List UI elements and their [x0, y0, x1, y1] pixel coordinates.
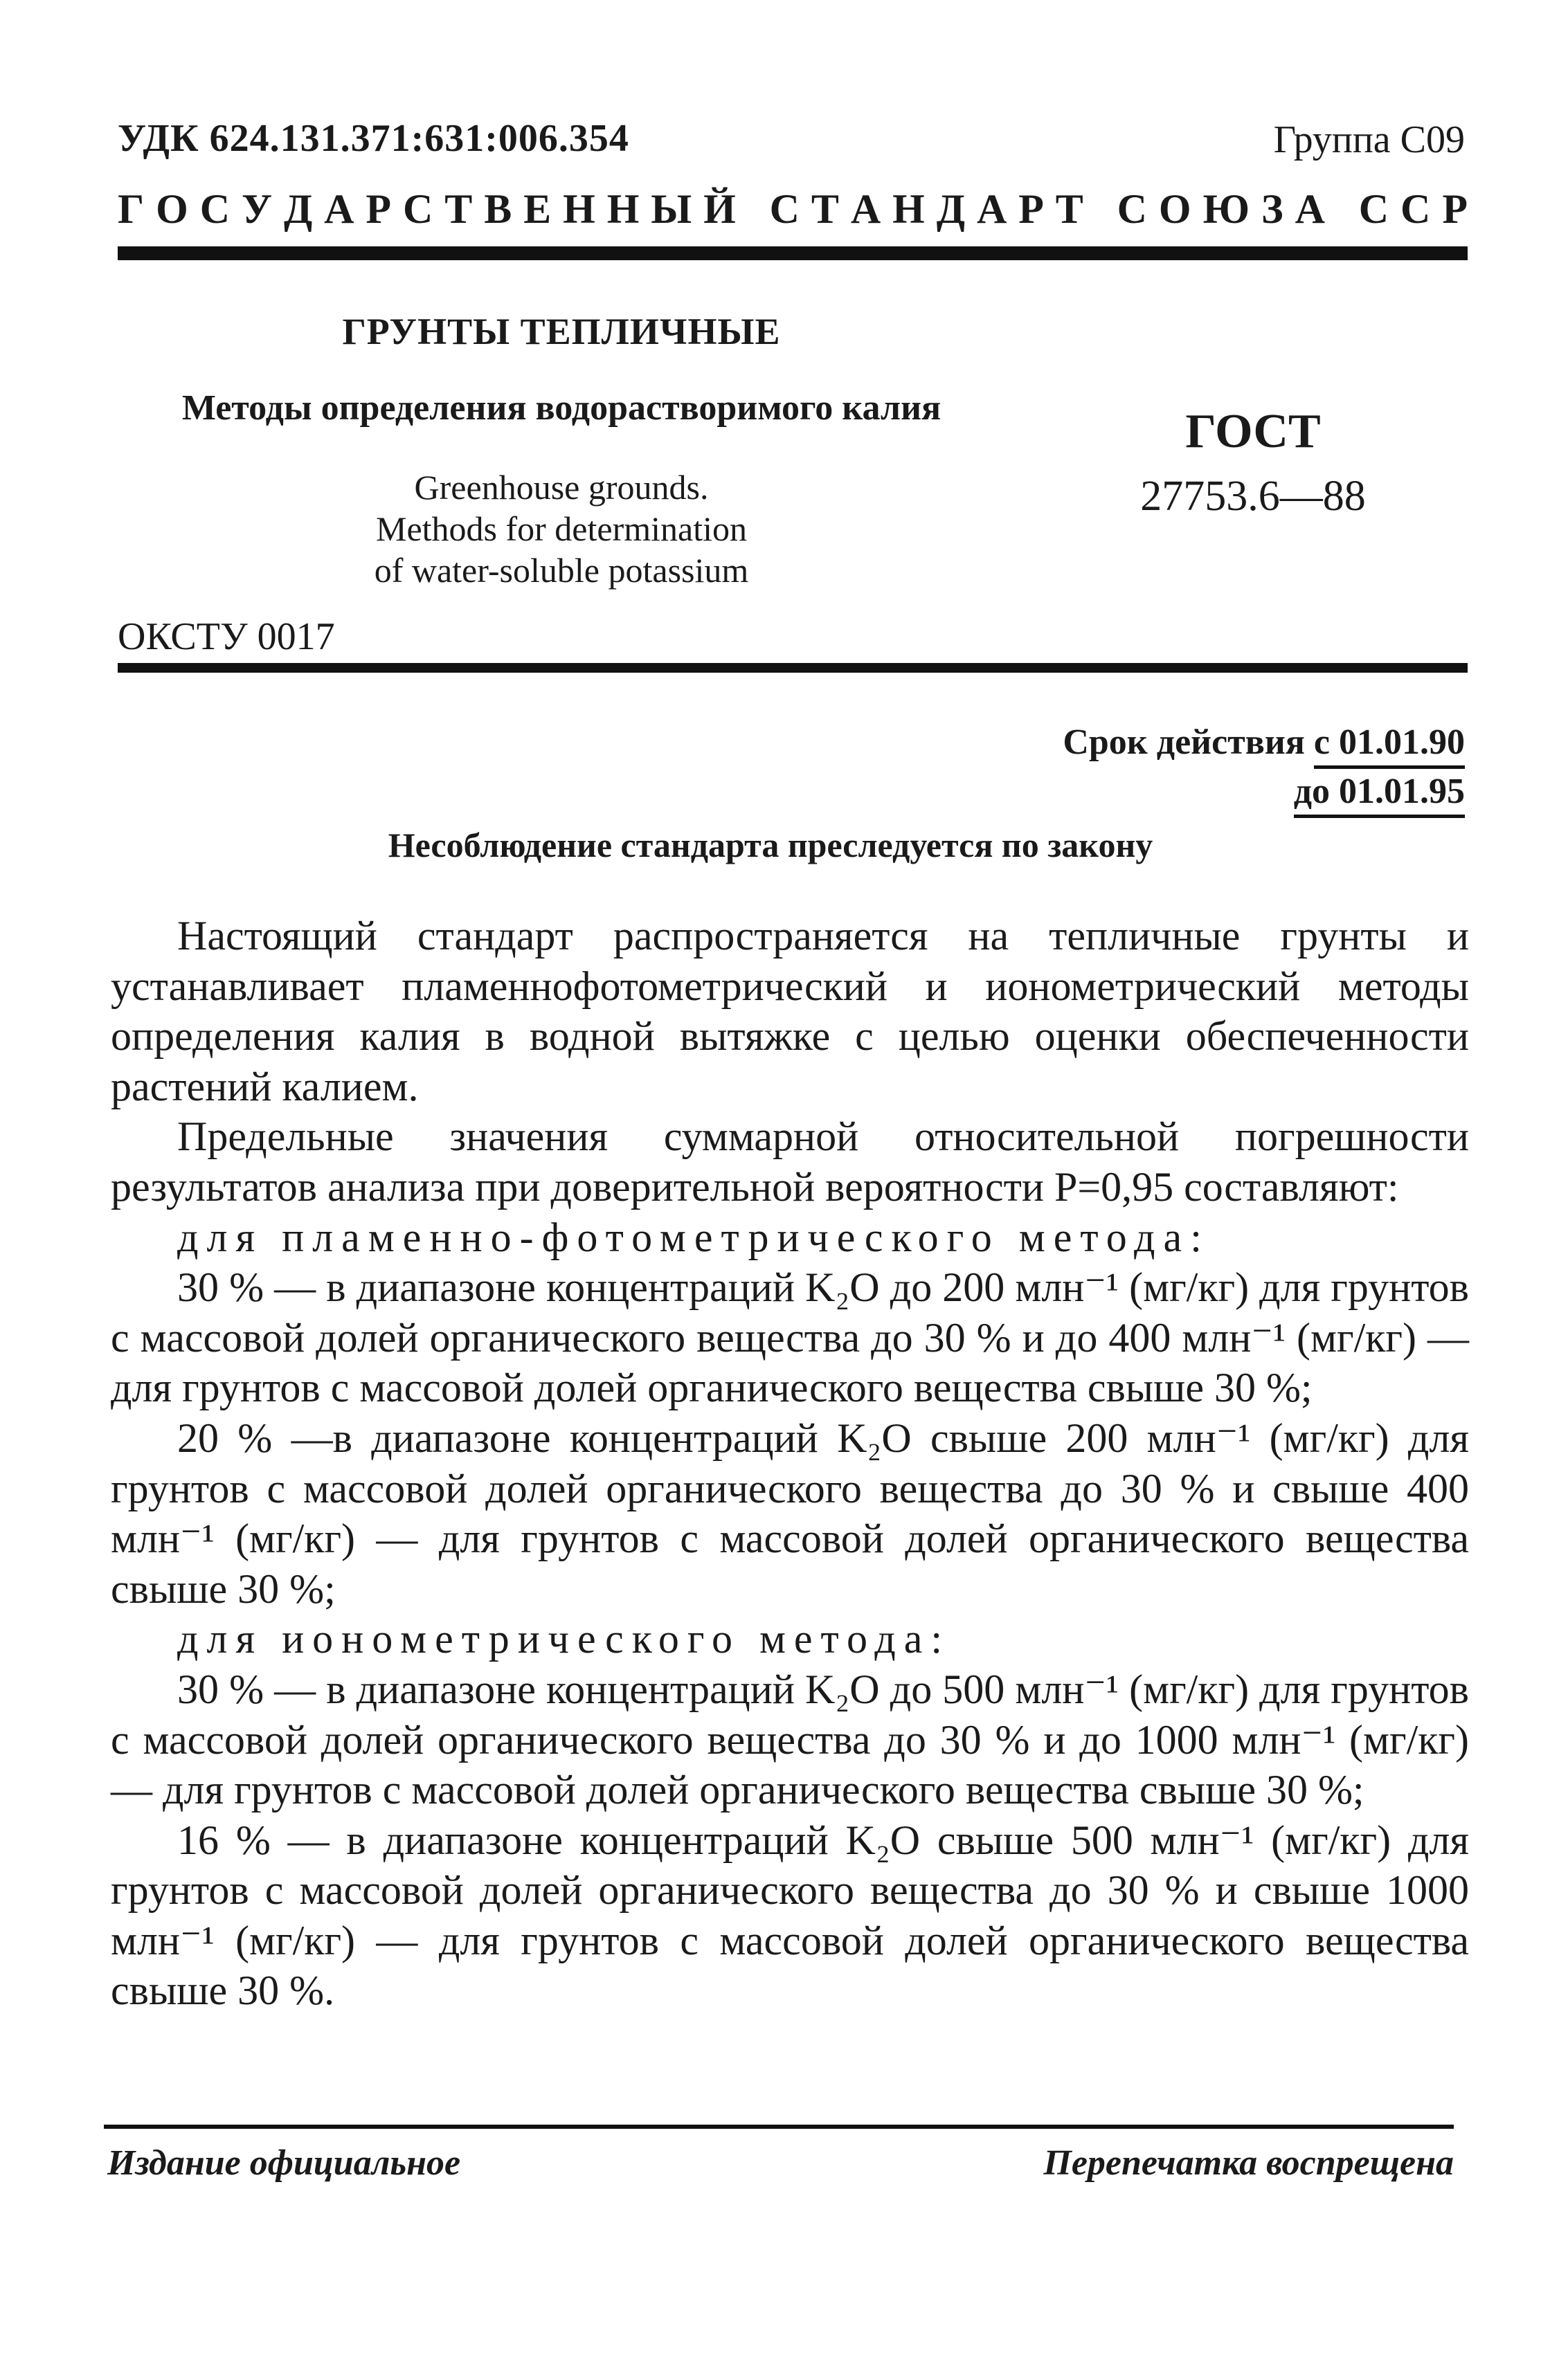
document-body: [111, 911, 1469, 2016]
group-code: Группа С09: [1273, 118, 1465, 161]
document-title: ГРУНТЫ ТЕПЛИЧНЫЕ: [342, 311, 781, 352]
document-subtitle: Методы определения водорастворимого калия: [181, 388, 941, 428]
state-standard-letter: [1337, 185, 1347, 233]
legal-notice: Несоблюдение стандарта преследуется по закону: [388, 826, 1153, 864]
state-standard-letter: Д: [936, 186, 966, 232]
udk-code: УДК 624.131.371:631:006.354: [118, 117, 629, 160]
footer-official-edition: Издание официальное: [107, 2143, 461, 2183]
state-standard-letter: Д: [283, 186, 313, 232]
english-title-line: Methods for determination: [376, 509, 747, 548]
validity-to: до 01.01.95: [1294, 769, 1465, 818]
state-standard-letter: Й: [703, 186, 736, 232]
state-standard-letter: А: [976, 186, 1007, 232]
paragraph-flame-20: 20 % —в диапазоне концентраций K₂O свыше 200 млн⁻¹ (мг/кг) для грунтов с массовой долей органического вещества до 30 % и свыше 400 млн⁻¹ (мг/кг) — для грунтов с массовой долей органического вещества свыше 30 %;: [111, 1415, 1469, 1612]
state-standard-letter: Р: [1018, 186, 1044, 232]
state-standard-letter: А: [1295, 186, 1325, 232]
state-standard-letter: А: [850, 186, 881, 232]
method-heading-flame: для пламенно-фотометрического метода:: [177, 1214, 1210, 1260]
paragraph-ion-16: 16 % — в диапазоне концентраций K₂O свыше 500 млн⁻¹ (мг/кг) для грунтов с массовой долей органического вещества до 30 % и свыше 1000 млн⁻¹ (мг/кг) — для грунтов с массовой долей органического вещества свыше 30 %.: [111, 1817, 1469, 2014]
state-standard-letter: Т: [811, 186, 839, 232]
state-standard-letter: А: [324, 186, 354, 232]
state-standard-letter: Ы: [651, 186, 692, 232]
paragraph-error-limits: Предельные значения суммарной относительной погрешности результатов анализа при доверительной вероятности P=0,95 составляют:: [111, 1114, 1469, 1210]
footer-reprint-prohibited: Перепечатка воспрещена: [1043, 2143, 1454, 2183]
english-title: [0, 466, 1123, 591]
state-standard-letter: Т: [1055, 186, 1083, 232]
state-standard-letter: Т: [444, 186, 473, 232]
state-standard-letter: С: [769, 186, 800, 232]
validity-prefix: Срок действия: [1063, 723, 1314, 762]
english-title-line: Greenhouse grounds.: [414, 468, 709, 507]
state-standard-letter: Р: [1442, 186, 1468, 232]
state-standard-heading: [118, 185, 1468, 233]
state-standard-letter: З: [1261, 186, 1283, 232]
state-standard-letter: Г: [118, 186, 145, 232]
english-title-line: of water-soluble potassium: [374, 551, 749, 590]
state-standard-letter: С: [1358, 186, 1389, 232]
okstu-code: ОКСТУ 0017: [118, 615, 335, 658]
state-standard-letter: Н: [606, 186, 640, 232]
state-standard-letter: Р: [366, 186, 392, 232]
state-standard-letter: С: [1117, 186, 1147, 232]
state-standard-letter: [1095, 185, 1106, 233]
state-standard-letter: С: [402, 186, 433, 232]
state-standard-letter: С: [1400, 186, 1431, 232]
state-standard-letter: У: [241, 186, 273, 232]
state-standard-letter: Ю: [1202, 186, 1250, 232]
gost-label: ГОСТ: [1185, 405, 1321, 458]
validity-period: [1063, 720, 1465, 818]
paragraph-ion-30: 30 % — в диапазоне концентраций K₂O до 500 млн⁻¹ (мг/кг) для грунтов с массовой долей органического вещества до 30 % и до 1000 млн⁻¹ (мг/кг) — для грунтов с массовой долей органического вещества свыше 30 %;: [111, 1666, 1469, 1813]
state-standard-letter: В: [484, 186, 512, 232]
state-standard-letter: С: [199, 186, 231, 232]
paragraph-flame-30: 30 % — в диапазоне концентраций K₂O до 200 млн⁻¹ (мг/кг) для грунтов с массовой долей органического вещества до 30 % и до 400 млн⁻¹ (мг/кг) — для грунтов с массовой долей органического вещества свыше 30 %;: [111, 1264, 1469, 1411]
paragraph-scope: Настоящий стандарт распространяется на тепличные грунты и устанавливает пламеннофотометрический и ионометрический методы определения калия в водной вытяжке с целью оценки обеспеченности растений калием.: [111, 913, 1469, 1109]
top-rule: [118, 246, 1468, 260]
gost-number: 27753.6—88: [1140, 473, 1366, 520]
middle-rule: [118, 663, 1468, 673]
state-standard-letter: Е: [523, 186, 552, 232]
validity-from: с 01.01.90: [1314, 720, 1465, 769]
state-standard-letter: Н: [892, 186, 925, 232]
state-standard-letter: Н: [563, 186, 595, 232]
state-standard-letter: О: [1158, 186, 1191, 232]
state-standard-letter: [748, 185, 758, 233]
footer-rule: [104, 2125, 1454, 2129]
method-heading-ion: для ионометрического метода:: [177, 1616, 951, 1662]
state-standard-letter: О: [156, 186, 188, 232]
